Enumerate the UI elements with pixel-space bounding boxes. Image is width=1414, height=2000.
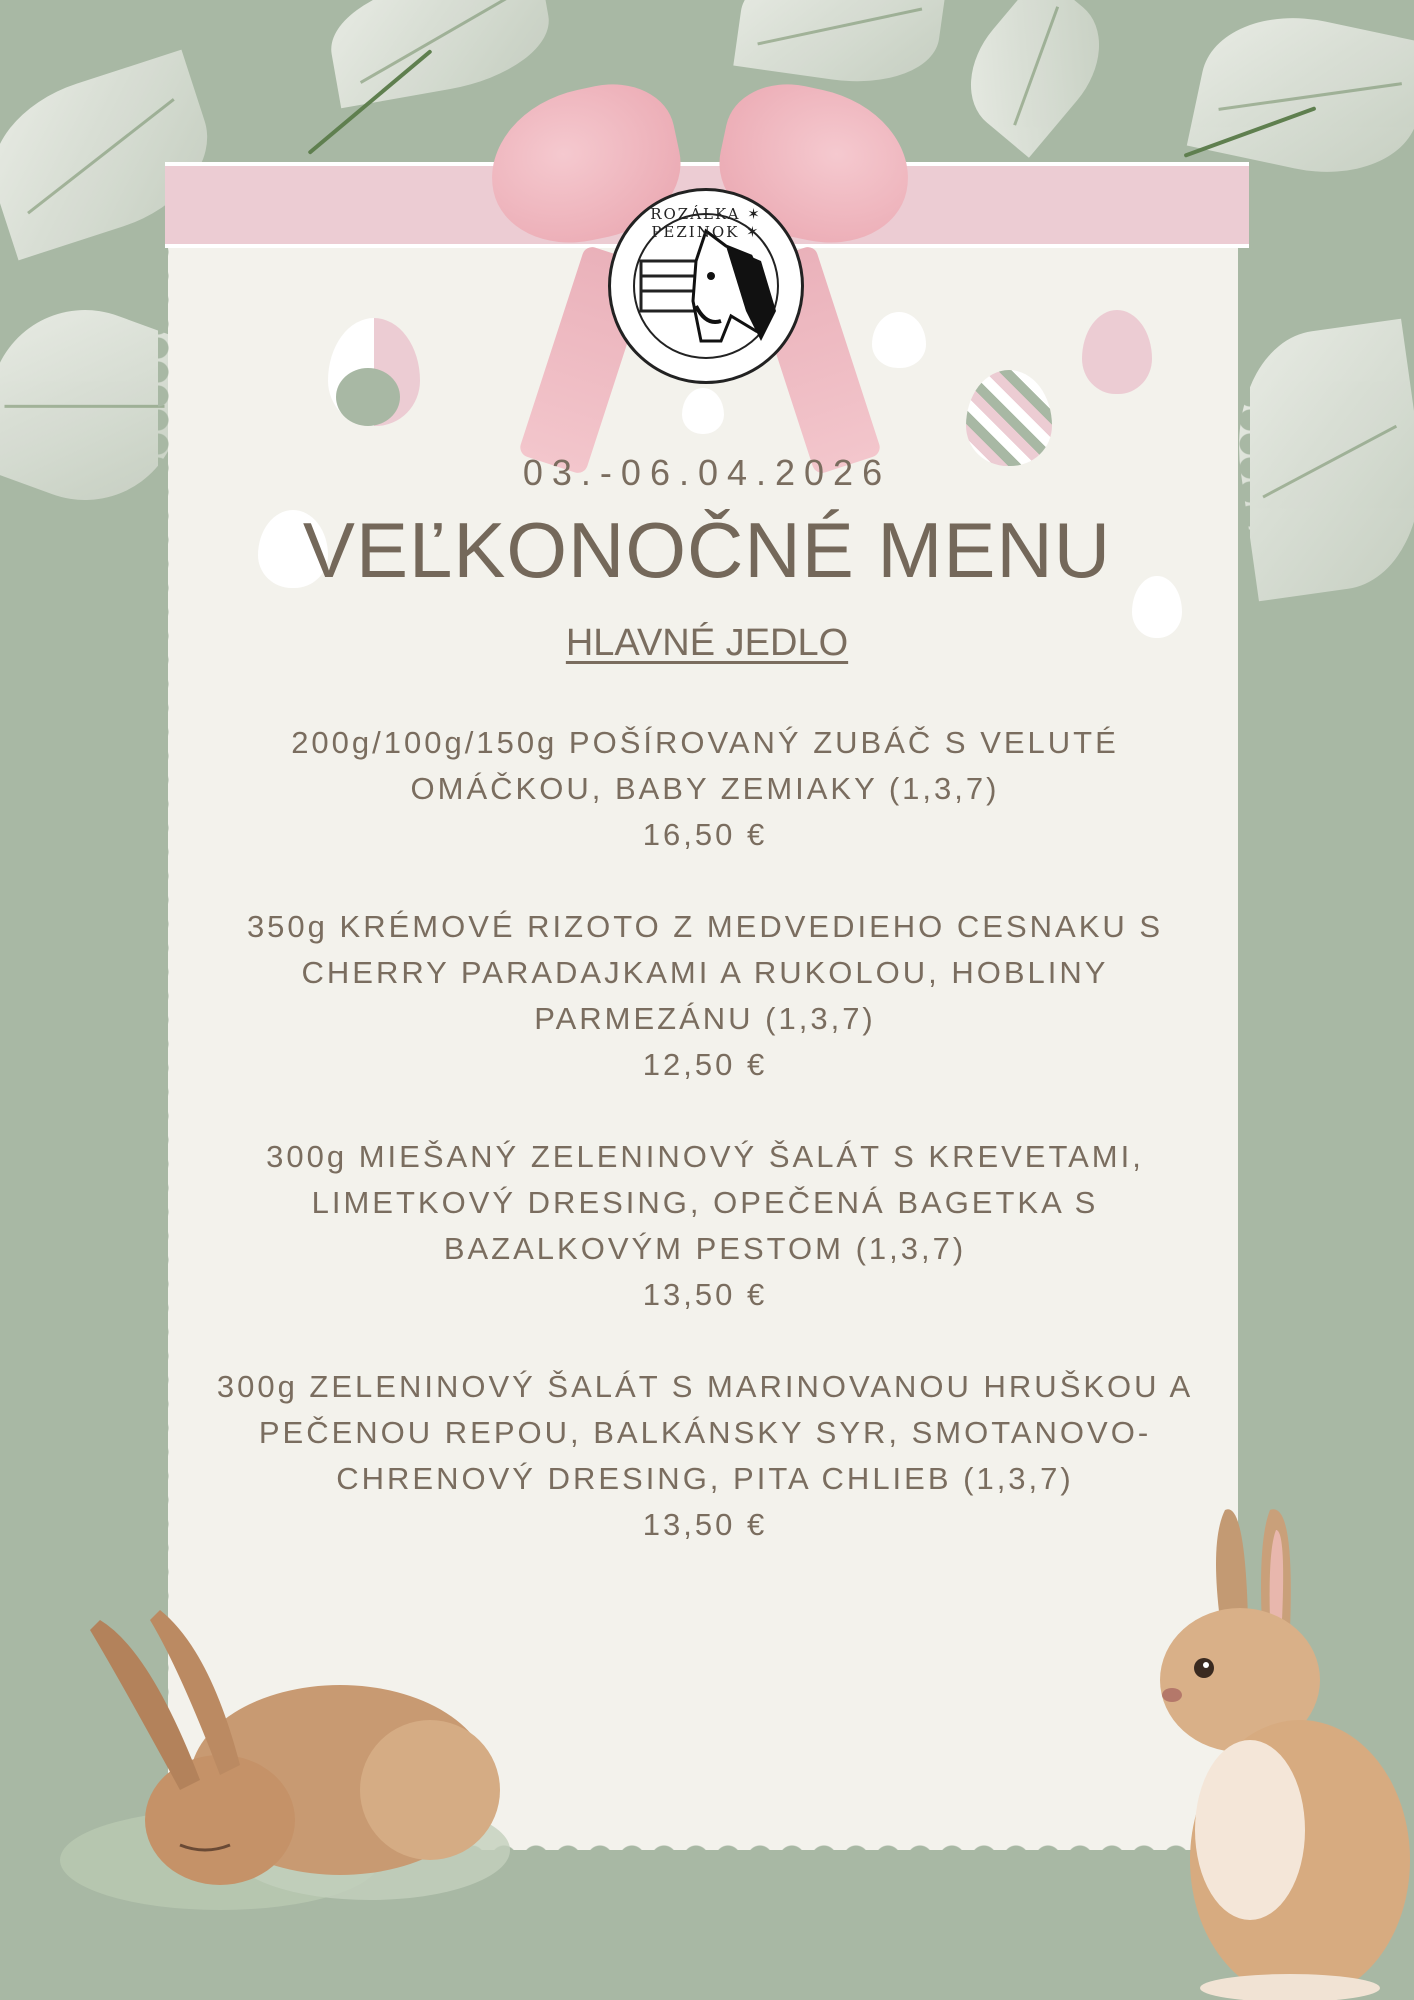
- restaurant-logo: [608, 188, 804, 384]
- menu-item-price: 12,50 €: [642, 1047, 768, 1082]
- menu-items: [190, 720, 1220, 1594]
- menu-item: [190, 904, 1220, 1088]
- menu-item-description: 300g MIEŠANÝ ZELENINOVÝ ŠALÁT S KREVETAMI, LIMETKOVÝ DRESING, OPEČENÁ BAGETKA S BAZALKOVÝM PESTOM (1,3,7): [266, 1139, 1144, 1266]
- section-heading: HLAVNÉ JEDLO: [565, 622, 849, 664]
- menu-item: [190, 1364, 1220, 1548]
- easter-egg-decoration: [336, 368, 400, 426]
- menu-item: [190, 720, 1220, 858]
- menu-item-description: 350g KRÉMOVÉ RIZOTO Z MEDVEDIEHO CESNAKU S CHERRY PARADAJKAMI A RUKOLOU, HOBLINY PARMEZÁNU (1,3,7): [246, 909, 1164, 1036]
- sitting-bunny-illustration: [1130, 1500, 1414, 2000]
- easter-egg-decoration: [872, 312, 926, 368]
- leaf-decoration: [945, 0, 1126, 158]
- menu-item-price: 16,50 €: [642, 817, 768, 852]
- sleeping-bunny-illustration: [40, 1590, 540, 1950]
- menu-item-price: 13,50 €: [642, 1277, 768, 1312]
- easter-egg-decoration: [682, 388, 724, 434]
- menu-item-description: 300g ZELENINOVÝ ŠALÁT S MARINOVANOU HRUŠKOU A PEČENOU REPOU, BALKÁNSKY SYR, SMOTANOVO-CHRENOVÝ DRESING, PITA CHLIEB (1,3,7): [216, 1369, 1194, 1496]
- logo-text: ROZÁLKA ✶ PEZINOK ✶: [650, 205, 762, 241]
- menu-item-price: 13,50 €: [642, 1507, 768, 1542]
- menu-item: [190, 1134, 1220, 1318]
- page-title: VEĽKONOČNÉ MENU: [302, 506, 1112, 594]
- date-range: 03.-06.04.2026: [522, 452, 892, 493]
- menu-item-description: 200g/100g/150g POŠÍROVANÝ ZUBÁČ S VELUTÉ OMÁČKOU, BABY ZEMIAKY (1,3,7): [291, 725, 1119, 806]
